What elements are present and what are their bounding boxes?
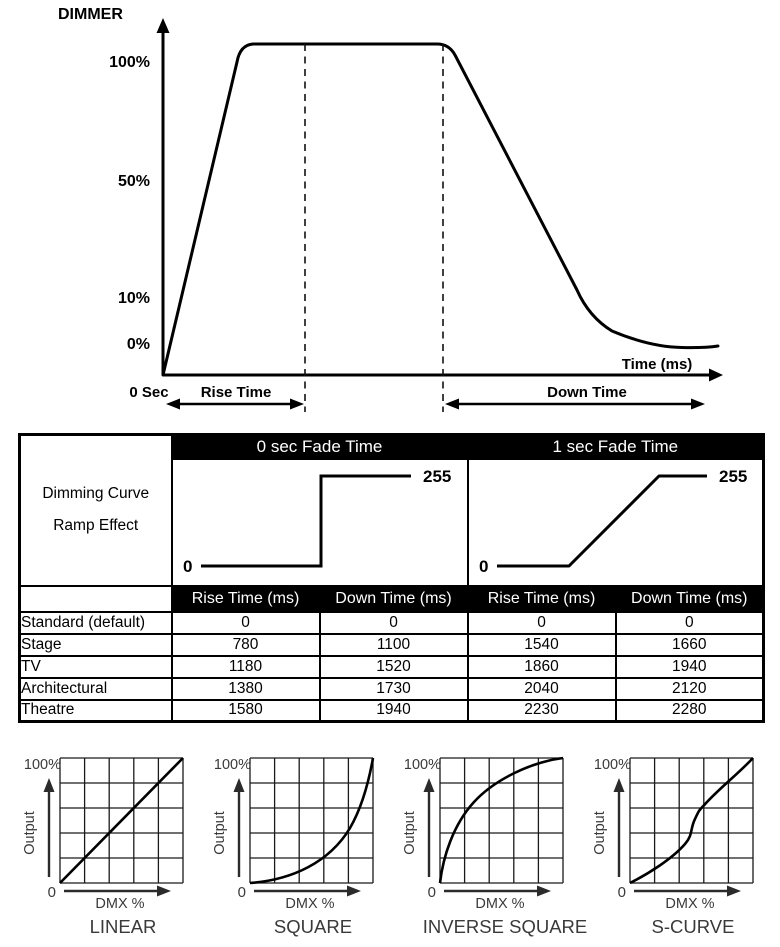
linear-ramp-diagram: [469, 460, 761, 580]
y-tick-50: 50%: [117, 173, 150, 190]
y-axis-arrow: [234, 778, 245, 877]
x-axis-label: DMX %: [95, 896, 145, 912]
linear-ramp-cell: [468, 459, 764, 586]
cell-value: 1580: [172, 700, 320, 722]
cell-value: 0: [320, 612, 468, 634]
group-header-0sec: 0 sec Fade Time: [172, 435, 468, 459]
linear-curve: [60, 758, 183, 883]
y-min-label: 0: [427, 884, 436, 901]
cell-value: 1180: [172, 656, 320, 678]
empty-subheader-cell: [20, 586, 172, 612]
y-min-label: 0: [617, 884, 626, 901]
table-corner-cell: [20, 435, 172, 586]
x-axis-arrowhead-icon: [709, 369, 723, 382]
ramp-curve: [497, 476, 707, 566]
y-tick-100: 100%: [109, 54, 150, 71]
table-row: [20, 700, 764, 722]
y-max-label: 100%: [593, 757, 631, 773]
curve-title: S-CURVE: [651, 916, 735, 937]
row-label-tv: TV: [20, 656, 172, 678]
cell-value: 1660: [616, 634, 764, 656]
y-min-label: 0: [237, 884, 246, 901]
dimming-curve-table: [18, 433, 765, 723]
cell-value: 1380: [172, 678, 320, 700]
curve-title: SQUARE: [273, 916, 353, 937]
x-axis-arrow: [64, 886, 171, 897]
col-header-rise-1sec: Rise Time (ms): [468, 586, 616, 612]
origin-label: 0 Sec: [129, 384, 169, 401]
chart-title: DIMMER: [58, 6, 123, 23]
x-axis-arrow: [444, 886, 551, 897]
inverse-square-curve: [440, 758, 563, 883]
curve-title: LINEAR: [89, 916, 157, 937]
cell-value: 0: [468, 612, 616, 634]
y-tick-0: 0%: [126, 336, 150, 353]
curve-figure-linear: [20, 745, 210, 945]
row-label-theatre: Theatre: [20, 700, 172, 722]
x-axis-arrow: [634, 886, 741, 897]
y-axis-arrow: [614, 778, 625, 877]
y-axis-label: Output: [22, 811, 38, 855]
cell-value: 1520: [320, 656, 468, 678]
cell-value: 1730: [320, 678, 468, 700]
cell-value: 2120: [616, 678, 764, 700]
cell-value: 2230: [468, 700, 616, 722]
x-axis-label: Time (ms): [621, 356, 693, 373]
y-max-label: 100%: [403, 757, 441, 773]
x-axis-label: DMX %: [665, 896, 715, 912]
row-label-standard: Standard (default): [20, 612, 172, 634]
x-axis-label: DMX %: [475, 896, 525, 912]
step-ramp-diagram: [173, 460, 465, 580]
dimmer-curve: [163, 44, 718, 375]
col-header-rise-0sec: Rise Time (ms): [172, 586, 320, 612]
x-axis-arrow: [254, 886, 361, 897]
dimmer-curves-row: [20, 745, 780, 945]
cell-value: 1540: [468, 634, 616, 656]
step-ramp-cell: [172, 459, 468, 586]
curve-title: INVERSE SQUARE: [422, 916, 588, 937]
y-axis-arrow: [44, 778, 55, 877]
corner-line-1: Dimming Curve: [42, 485, 150, 503]
y-axis-label: Output: [212, 811, 228, 855]
y-max-label: 100%: [23, 757, 61, 773]
table-row: [20, 656, 764, 678]
table-row: [20, 678, 764, 700]
table-row: [20, 634, 764, 656]
row-label-stage: Stage: [20, 634, 172, 656]
col-header-down-1sec: Down Time (ms): [616, 586, 764, 612]
row-label-architectural: Architectural: [20, 678, 172, 700]
corner-line-2: Ramp Effect: [53, 517, 139, 535]
cell-value: 0: [616, 612, 764, 634]
square-curve: [250, 758, 373, 883]
col-header-down-0sec: Down Time (ms): [320, 586, 468, 612]
step-curve: [201, 476, 411, 566]
cell-value: 1940: [616, 656, 764, 678]
grid: [440, 758, 563, 883]
curve-figure-square: [210, 745, 400, 945]
ramp-min-label: 0: [478, 556, 488, 576]
y-axis-label: Output: [592, 811, 608, 855]
y-axis-arrowhead-icon: [157, 18, 170, 33]
s-curve: [630, 758, 753, 883]
cell-value: 1860: [468, 656, 616, 678]
step-max-label: 255: [422, 466, 451, 486]
table-row: [20, 612, 764, 634]
cell-value: 0: [172, 612, 320, 634]
cell-value: 2040: [468, 678, 616, 700]
y-axis-label: Output: [402, 811, 418, 855]
y-axis-arrow: [424, 778, 435, 877]
y-max-label: 100%: [213, 757, 251, 773]
cell-value: 2280: [616, 700, 764, 722]
down-time-label: Down Time: [547, 384, 627, 401]
cell-value: 1940: [320, 700, 468, 722]
ramp-max-label: 255: [718, 466, 747, 486]
step-min-label: 0: [182, 556, 192, 576]
curve-figure-s-curve: [590, 745, 780, 945]
cell-value: 780: [172, 634, 320, 656]
x-axis-label: DMX %: [285, 896, 335, 912]
curve-figure-inverse-square: [400, 745, 590, 945]
y-tick-10: 10%: [117, 290, 150, 307]
group-header-1sec: 1 sec Fade Time: [468, 435, 764, 459]
cell-value: 1100: [320, 634, 468, 656]
dimmer-time-chart: [0, 0, 780, 430]
y-min-label: 0: [47, 884, 56, 901]
rise-time-label: Rise Time: [200, 384, 272, 401]
